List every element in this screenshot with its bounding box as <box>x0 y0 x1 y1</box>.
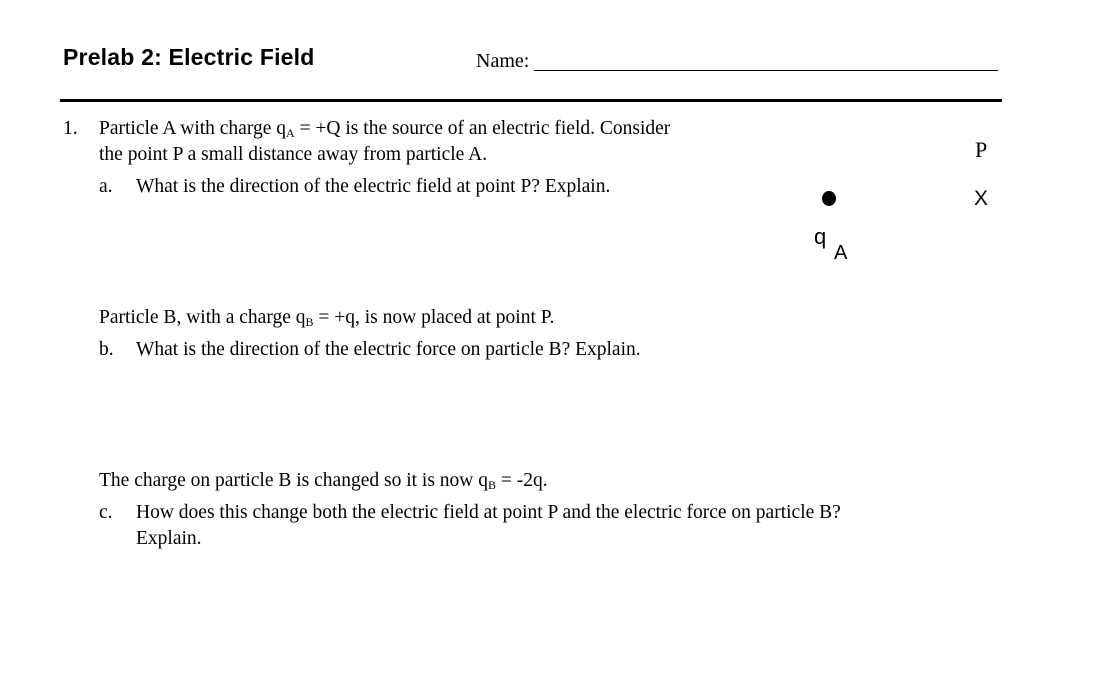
question-number: 1. <box>63 118 78 139</box>
question-text-line-2: the point P a small distance away from particle A. <box>99 144 488 165</box>
part-b-intro: Particle B, with a charge $q_B = +q$, is now placed at point P. <box>99 307 555 329</box>
part-c-text-line-2: Explain. <box>136 528 202 549</box>
charge-symbol: q <box>814 224 827 249</box>
part-a-letter: a. <box>99 176 113 197</box>
part-a-text: What is the direction of the electric field at point P? Explain. <box>136 176 611 197</box>
name-label: Name: <box>476 50 530 72</box>
part-c-text-line-1: How does this change both the electric field at point P and the electric force on particle B? <box>136 502 841 523</box>
point-p-label: P <box>975 137 988 162</box>
particle-a-dot <box>822 191 836 206</box>
part-b-text: What is the direction of the electric force on particle B? Explain. <box>136 339 641 360</box>
point-p-marker: X <box>974 187 989 210</box>
header-divider <box>60 99 1002 102</box>
part-b-letter: b. <box>99 339 114 360</box>
charge-subscript: A <box>834 242 848 264</box>
question-text-line-1: Particle A with charge $q_A = +Q$ is the source of an electric field. Consider <box>99 118 671 140</box>
page-title: Prelab 2: Electric Field <box>63 44 315 70</box>
name-field-line[interactable] <box>534 70 998 71</box>
part-c-intro: The charge on particle B is changed so it is now $q_B = -2q$. <box>99 470 548 492</box>
part-c-letter: c. <box>99 502 113 523</box>
